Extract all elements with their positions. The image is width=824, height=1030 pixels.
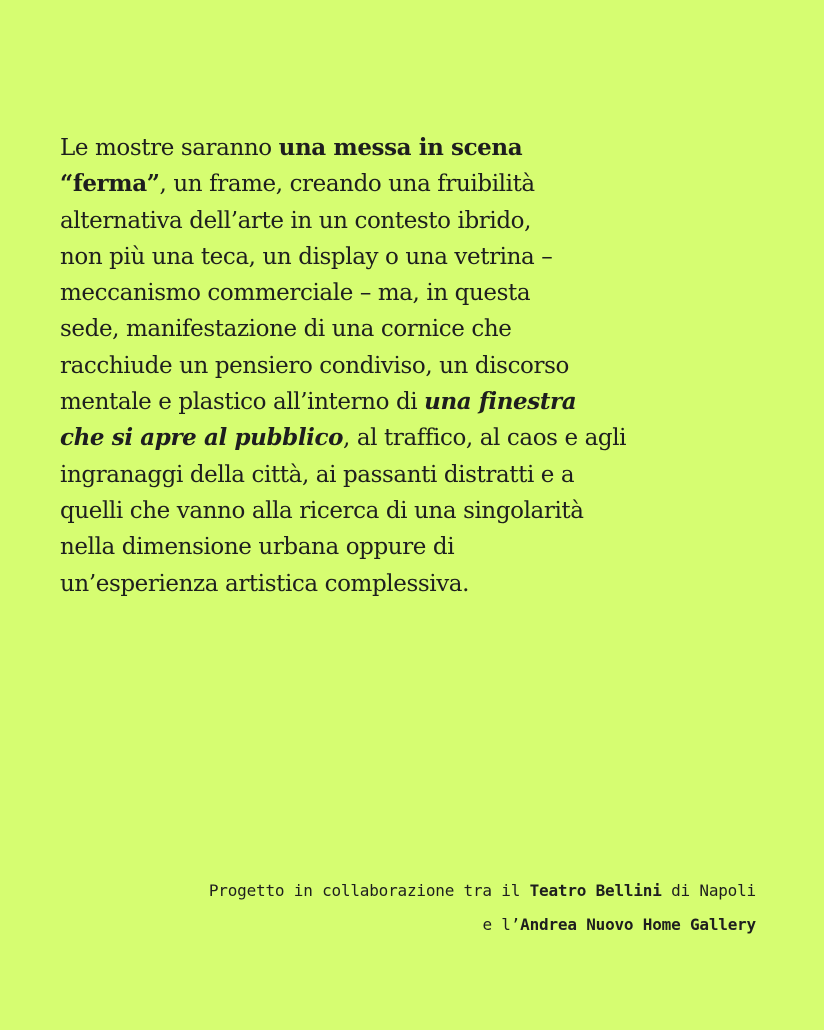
text-segment: meccanismo commerciale – ma, in questa	[60, 280, 531, 307]
body-line	[60, 420, 780, 456]
body-line	[60, 239, 780, 275]
text-segment: mentale e plastico all’interno di	[60, 389, 425, 416]
text-segment: racchiude un pensiero condiviso, un discorso	[60, 352, 569, 379]
text-segment: ingranaggi della città, ai passanti distratti e a	[60, 461, 575, 488]
body-line	[60, 529, 780, 565]
body-line	[60, 130, 780, 166]
footer-line	[209, 908, 756, 942]
body-paragraph	[60, 130, 780, 602]
body-line	[60, 384, 780, 420]
text-segment: e l’	[482, 915, 521, 934]
text-segment: alternativa dell’arte in un contesto ibrido,	[60, 207, 532, 234]
emphasis-segment: che si apre al pubblico	[60, 424, 344, 452]
body-line	[60, 457, 780, 493]
text-segment: non più una teca, un display o una vetrina –	[60, 243, 553, 270]
emphasis-segment: “ferma”	[60, 170, 160, 198]
text-segment: nella dimensione urbana oppure di	[60, 534, 455, 561]
emphasis-segment: Teatro Bellini	[529, 881, 662, 900]
text-segment: quelli che vanno alla ricerca di una singolarità	[60, 497, 584, 524]
text-segment: Progetto in collaborazione tra il	[208, 881, 530, 900]
footer-line	[209, 874, 756, 908]
text-segment: un’esperienza artistica complessiva.	[60, 570, 470, 597]
text-segment: , al traffico, al caos e agli	[343, 425, 627, 452]
body-line	[60, 166, 780, 202]
body-line	[60, 566, 780, 602]
body-line	[60, 311, 780, 347]
emphasis-segment: una finestra	[424, 388, 577, 416]
body-line	[60, 348, 780, 384]
body-line	[60, 203, 780, 239]
text-segment: sede, manifestazione di una cornice che	[60, 316, 512, 343]
body-line	[60, 493, 780, 529]
footer-credits	[209, 874, 756, 942]
emphasis-segment: Andrea Nuovo Home Gallery	[520, 915, 756, 934]
emphasis-segment: una messa in scena	[278, 134, 523, 161]
text-segment: Le mostre saranno	[60, 135, 279, 161]
text-segment: di Napoli	[661, 881, 756, 900]
body-line	[60, 275, 780, 311]
text-segment: , un frame, creando una fruibilità	[159, 171, 535, 198]
